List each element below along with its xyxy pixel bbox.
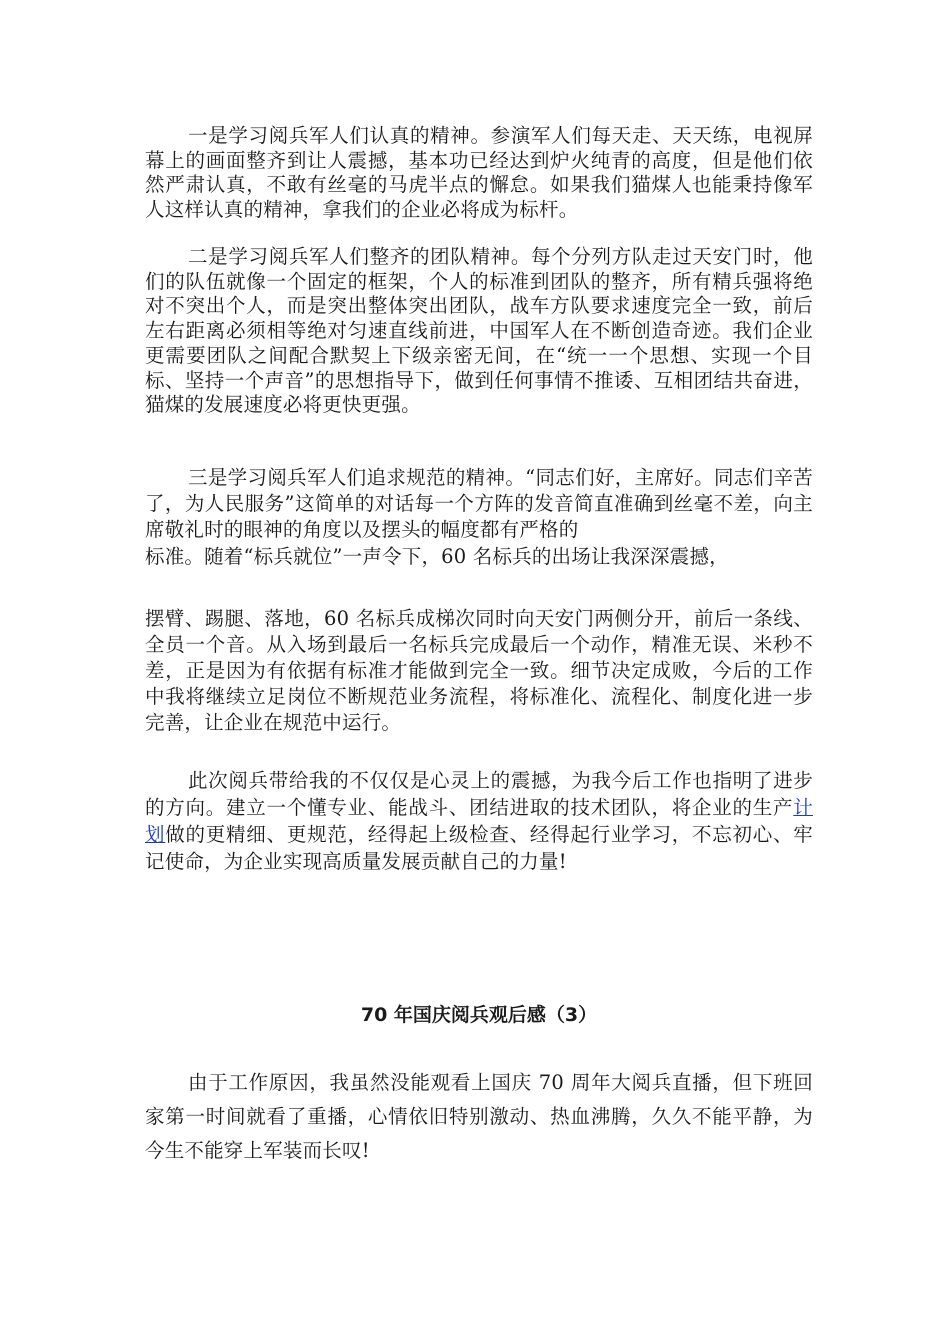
paragraph-standard-spirit: 三是学习阅兵军人们追求规范的精神。“同志们好，主席好。同志们辛苦了，为人民服务”这简单的对话每一个方阵的发音简直准确到丝毫不差，向主席敬礼时的眼神的角度以及摆头的幅度都有严格的 <box>145 466 813 541</box>
paragraph-standard-spirit-cont1: 标准。随着“标兵就位”一声令下，60 名标兵的出场让我深深震撼， <box>145 545 729 568</box>
paragraph-team-spirit: 二是学习阅兵军人们整齐的团队精神。每个分列方队走过天安门时，他们的队伍就像一个固定的框架，个人的标准到团队的整齐，所有精兵强将绝对不突出个人，而是突出整体突出团队，战车方队要求速度完全一致，前后左右距离必须相等绝对匀速直线前进，中国军人在不断创造奇迹。我们企业更需要团队之间配合默契上下级亲密无间，在“统一一个思想、实现一个目标、坚持一个声音”的思想指导下，做到任何事情不推诿、互相团结共奋进，猫煤的发展速度必将更快更强。 <box>145 245 813 417</box>
paragraph-intro-3: 由于工作原因，我虽然没能观看上国庆 70 周年大阅兵直播，但下班回家第一时间就看了重播，心情依旧特别激动、热血沸腾，久久不能平静，为今生不能穿上军装而长叹! <box>145 1071 813 1162</box>
plan-link[interactable]: 计划 <box>145 796 813 846</box>
paragraph-conclusion <box>145 767 813 875</box>
conclusion-text-after: 做的更精细、更规范，经得起上级检查、经得起行业学习，不忘初心、牢记使命，为企业实现高质量发展贡献自己的力量! <box>145 823 813 873</box>
section-heading: 70 年国庆阅兵观后感（3） <box>360 1004 598 1026</box>
conclusion-text-before: 此次阅兵带给我的不仅仅是心灵上的震撼，为我今后工作也指明了进步的方向。建立一个懂专业、能战斗、团结进取的技术团队，将企业的生产 <box>145 769 813 819</box>
paragraph-serious-spirit: 一是学习阅兵军人们认真的精神。参演军人们每天走、天天练，电视屏幕上的画面整齐到让人震撼，基本功已经达到炉火纯青的高度，但是他们依然严肃认真，不敢有丝毫的马虎半点的懈怠。如果我们猫煤人也能秉持像军人这样认真的精神，拿我们的企业必将成为标杆。 <box>145 124 813 222</box>
paragraph-standard-spirit-cont2: 摆臂、踢腿、落地，60 名标兵成梯次同时向天安门两侧分开，前后一条线、全员一个音。从入场到最后一名标兵完成最后一个动作，精准无误、米秒不差，正是因为有依据有标准才能做到完全一致。细节决定成败，今后的工作中我将继续立足岗位不断规范业务流程，将标准化、流程化、制度化进一步完善，让企业在规范中运行。 <box>145 607 813 734</box>
